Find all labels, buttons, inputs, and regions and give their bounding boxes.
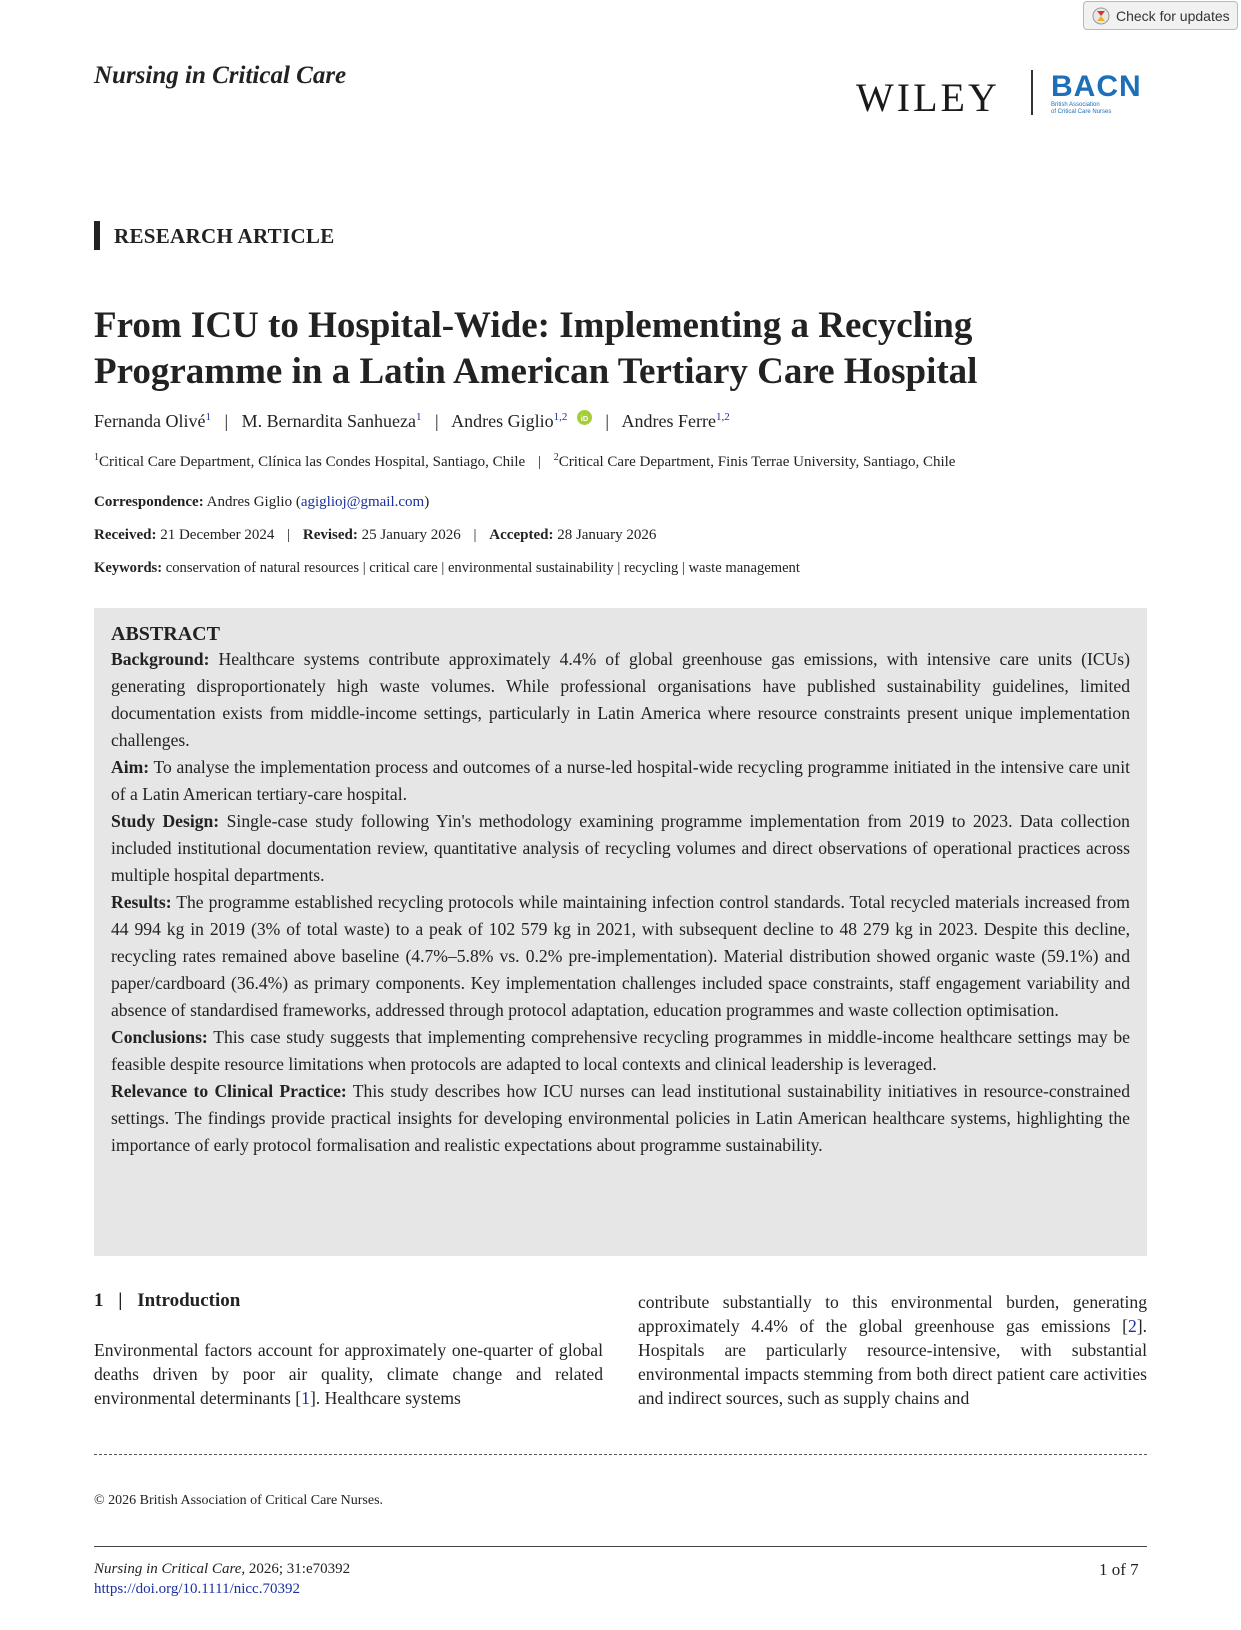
crossmark-icon <box>1092 7 1110 25</box>
svg-text:iD: iD <box>580 413 589 423</box>
affil-number: 1 <box>94 452 99 463</box>
section-text: This case study suggests that implementing comprehensive recycling programmes in middle-income healthcare settings may be feasible despite resource limitations when protocols are adapted to local contexts and clinical leadership is leveraged. <box>111 1027 1130 1074</box>
keyword: critical care <box>369 560 438 576</box>
footer-journal: Nursing in Critical Care, <box>94 1561 246 1577</box>
author-name[interactable]: Fernanda Olivé <box>94 411 206 431</box>
page-number: 1 of 7 <box>1099 1560 1139 1579</box>
journal-name: Nursing in Critical Care <box>94 62 347 89</box>
author-affil-ref[interactable]: 1,2 <box>553 411 568 423</box>
society-logo-small-2: of Critical Care Nurses <box>1051 109 1112 115</box>
check-for-updates-label: Check for updates <box>1116 7 1230 24</box>
keyword: recycling <box>623 560 679 576</box>
affiliation: Critical Care Department, Finis Terrae University, Santiago, Chile <box>558 454 956 470</box>
author-separator: | <box>605 411 609 431</box>
keywords: Keywords: conservation of natural resources | critical care | environmental sustainability | recycling | waste management <box>94 560 800 576</box>
article-type: RESEARCH ARTICLE <box>114 224 335 248</box>
author-affil-ref[interactable]: 1 <box>416 411 422 423</box>
author-affil-ref[interactable]: 1,2 <box>715 411 730 423</box>
correspondence: Correspondence: Andres Giglio (agiglioj@gmail.com) <box>94 494 430 510</box>
publisher-logo: WILEY <box>856 75 1000 120</box>
section-label: Study Design: <box>111 811 220 831</box>
footnote-divider <box>94 1454 1147 1455</box>
section-label: Aim: <box>111 757 150 777</box>
section-label: Conclusions: <box>111 1027 208 1047</box>
abstract-results <box>111 889 1130 1024</box>
check-for-updates-button[interactable] <box>1083 1 1238 30</box>
revised-label: Revised: <box>302 527 358 543</box>
section-label: Results: <box>111 892 172 912</box>
section-title: Introduction <box>137 1290 241 1311</box>
author-affil-ref[interactable]: 1 <box>205 411 211 423</box>
footer-volume: 2026; 31:e70392 <box>245 1561 351 1577</box>
body-text: Environmental factors account for approximately one-quarter of global deaths driven by poor air quality, climate change and related environmental determinants [ <box>94 1340 603 1408</box>
author-name[interactable]: M. Bernardita Sanhueza <box>241 411 417 431</box>
keywords-label: Keywords: <box>94 560 163 576</box>
abstract-relevance <box>111 1078 1130 1159</box>
intro-column-right <box>638 1290 1147 1410</box>
body-text: ]. Healthcare systems <box>309 1388 461 1408</box>
section-heading-introduction <box>94 1290 240 1312</box>
citation-link[interactable]: 2 <box>1127 1316 1137 1336</box>
accepted-label: Accepted: <box>489 527 554 543</box>
society-logo-small-1: British Association <box>1051 102 1100 108</box>
affiliation: Critical Care Department, Clínica las Condes Hospital, Santiago, Chile <box>99 454 526 470</box>
section-text: To analyse the implementation process and outcomes of a nurse-led hospital-wide recycling programme initiated in the intensive care unit of a Latin American tertiary-care hospital. <box>111 757 1130 804</box>
intro-column-left <box>94 1338 603 1410</box>
affil-separator: | <box>537 454 541 470</box>
author-name[interactable]: Andres Ferre <box>621 411 716 431</box>
section-divider: | <box>118 1290 123 1311</box>
logo-divider <box>1031 70 1033 115</box>
received-label: Received: <box>94 527 157 543</box>
footer-rule <box>94 1546 1147 1547</box>
abstract-study-design <box>111 808 1130 889</box>
section-label: Background: <box>111 649 210 669</box>
keyword: waste management <box>688 560 800 576</box>
section-number: 1 <box>94 1290 104 1311</box>
received-date: 21 December 2024 <box>160 527 275 543</box>
date-separator: | <box>473 527 477 543</box>
revised-date: 25 January 2026 <box>361 527 461 543</box>
author-list <box>94 410 730 432</box>
footer-citation <box>94 1561 350 1578</box>
body-text: contribute substantially to this environmental burden, generating approximately 4.4% of the global greenhouse gas emissions [ <box>638 1292 1147 1336</box>
citation-link[interactable]: 1 <box>301 1388 310 1408</box>
section-text: The programme established recycling protocols while maintaining infection control standards. Total recycled materials increased from 44 994 kg in 2019 (3% of total waste) to a peak of 102 579 kg in 2021, with subsequent decline to 48 279 kg in 2023. Despite this decline, recycling rates remained above baseline (4.7%–5.8% vs. 0.2% pre-implementation). Material distribution showed organic waste (59.1%) and paper/cardboard (36.4%) as primary components. Key implementation challenges included space constraints, staff engagement variability and absence of standardised frameworks, addressed through protocol adaptation, education programmes and waste collection optimisation. <box>111 892 1130 1020</box>
section-label: Relevance to Clinical Practice: <box>111 1081 347 1101</box>
society-logo-text: BACN <box>1051 70 1142 103</box>
orcid-icon[interactable] <box>577 410 592 425</box>
abstract-conclusions <box>111 1024 1130 1078</box>
article-dates <box>94 527 656 544</box>
date-separator: | <box>287 527 291 543</box>
abstract-box <box>94 608 1147 1256</box>
author-separator: | <box>224 411 229 431</box>
section-text: Healthcare systems contribute approximately 4.4% of global greenhouse gas emissions, with intensive care units (ICUs) generating disproportionately high waste volumes. While professional organisations have published sustainability guidelines, limited documentation exists from middle-income settings, particularly in Latin America where resource constraints present unique implementation challenges. <box>111 649 1130 750</box>
author-name[interactable]: Andres Giglio <box>451 411 554 431</box>
correspondence-label: Correspondence: <box>94 494 204 510</box>
abstract-background <box>111 646 1130 754</box>
author-separator: | <box>435 411 439 431</box>
doi-link[interactable]: https://doi.org/10.1111/nicc.70392 <box>94 1581 300 1597</box>
affil-number: 2 <box>553 452 559 463</box>
correspondence-name: Andres Giglio <box>206 494 293 510</box>
accepted-date: 28 January 2026 <box>557 527 657 543</box>
affiliations <box>94 452 955 471</box>
article-type-marker <box>94 221 100 250</box>
keyword: environmental sustainability <box>447 560 614 576</box>
section-text: This study describes how ICU nurses can lead institutional sustainability initiatives in resource-constrained settings. The findings provide practical insights for developing environmental policies in Latin American healthcare systems, highlighting the importance of early protocol formalisation and realistic expectations about programme sustainability. <box>111 1081 1130 1155</box>
section-text: Single-case study following Yin's methodology examining programme implementation from 2019 to 2023. Data collection included institutional documentation review, quantitative analysis of recycling volumes and direct observations of operational practices across multiple hospital departments. <box>111 811 1130 885</box>
keyword: conservation of natural resources <box>165 560 360 576</box>
society-logo <box>1051 72 1146 122</box>
article-title: From ICU to Hospital-Wide: Implementing a Recycling Programme in a Latin American Tertiary Care Hospital <box>94 305 978 392</box>
correspondence-email-link[interactable]: agiglioj@gmail.com <box>300 494 425 510</box>
copyright: © 2026 British Association of Critical Care Nurses. <box>94 1493 384 1508</box>
abstract-aim <box>111 754 1130 808</box>
abstract-heading: ABSTRACT <box>111 623 220 645</box>
body-text: ]. Hospitals are particularly resource-intensive, with substantial environmental impacts stemming from both direct patient care activities and indirect sources, such as supply chains and <box>638 1316 1147 1408</box>
